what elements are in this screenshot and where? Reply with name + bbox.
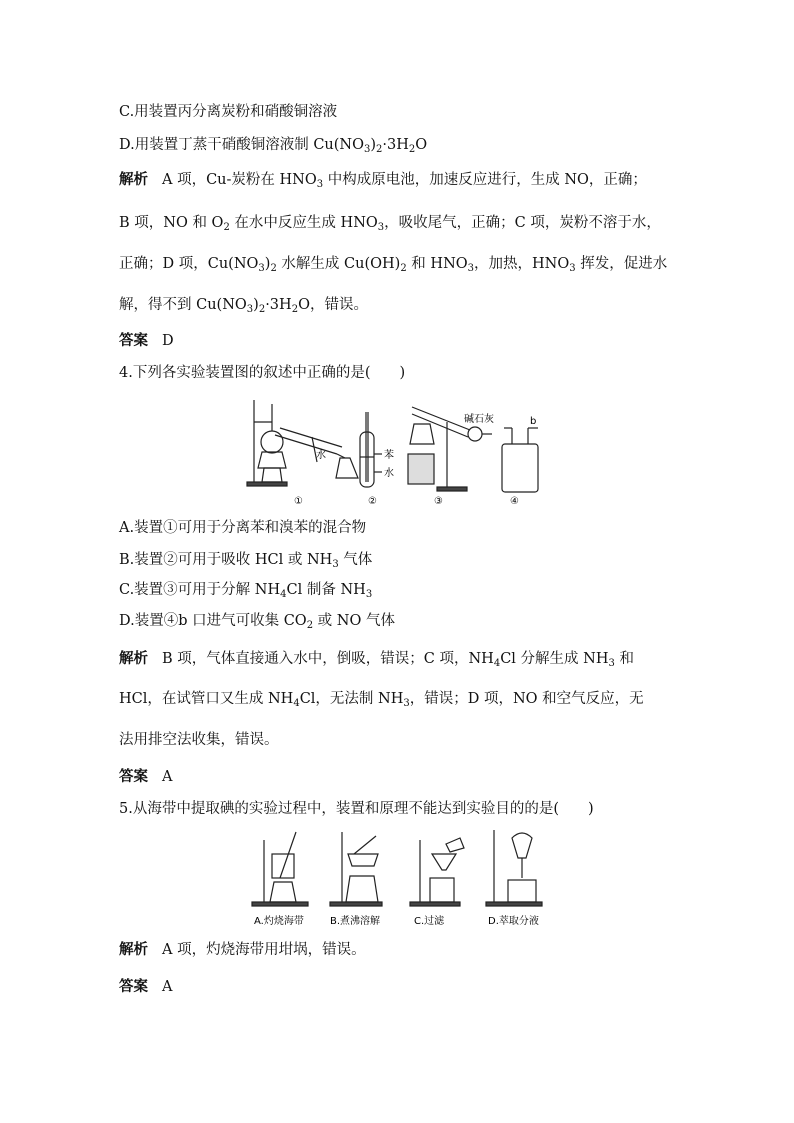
q3-option-d: D.用装置丁蒸干硝酸铜溶液制 $Cu(NO_3)_2\cdot 3H_2O$ [119,137,428,155]
label-benzene: 苯 [384,450,394,461]
fig-label-d: D.萃取分液 [488,916,539,927]
q4-option-d: D.装置④b 口进气可收集 $CO_2$ 或 NO 气体 [119,613,395,631]
label-b: b [530,416,537,427]
beaker-c [430,878,454,902]
condenser [275,435,337,454]
fig-label-3: ③ [434,496,443,507]
q4-option-c: C.装置③可用于分解 $NH_4Cl$ 制备 $NH_3$ [119,582,373,600]
q4-analysis-line-3: 法用排空法收集，错误。 [119,732,279,748]
gas-collecting-bottle [502,444,538,492]
dish-b [348,854,378,866]
fig-label-a: A.灼烧海带 [254,916,304,927]
separatory-funnel-d [512,833,532,858]
stand-base [247,482,287,486]
q3-option-c: C.用装置丙分离炭粉和硝酸铜溶液 [119,104,338,120]
q3-analysis-line-3: 正确；D 项，$Cu(NO_3)_2$ 水解生成 $Cu(OH)_2$ 和 $HNO_3$，加热，$HNO_3$ 挥发，促进水 [119,256,668,274]
q4-option-b: B.装置②可用于吸收 HCl 或 $NH_3$ 气体 [119,552,373,570]
q4-apparatus-figure [242,392,542,510]
analysis-label: 解析 [119,171,148,188]
q4-stem: 4.下列各实验装置图的叙述中正确的是( ) [119,365,406,381]
test-tube [360,432,374,487]
q3-analysis-line-1: 解析 A 项，Cu-炭粉在 $HNO_3$ 中构成原电池，加速反应进行，生成 NO，正确； [119,171,647,190]
analysis-label: 解析 [119,650,148,667]
fig-label-4: ④ [510,496,519,507]
q5-apparatus-drawing [250,826,546,930]
q5-stem: 5.从海带中提取碘的实验过程中，装置和原理不能达到实验目的的是( ) [119,801,594,817]
beaker-a [272,854,294,878]
fig-label-1: ① [294,496,303,507]
receiving-flask [336,458,358,478]
q4-analysis-line-1: 解析 B 项，气体直接通入水中，倒吸，错误；C 项，$NH_4Cl$ 分解生成 $NH_3$ 和 [119,650,634,669]
drying-tube [468,427,482,441]
fig-label-2: ② [368,496,377,507]
q3-analysis-line-2: B 项，NO 和 $O_2$ 在水中反应生成 $HNO_3$，吸收尾气，正确；C 项，炭粉不溶于水， [119,215,661,233]
q4-answer: 答案 A [119,768,173,785]
answer-label: 答案 [119,332,148,349]
q5-answer: 答案 A [119,978,173,995]
answer-label: 答案 [119,978,148,995]
q4-analysis-line-2: HCl，在试管口又生成 $NH_4Cl$，无法制 $NH_3$，错误；D 项，NO 和空气反应，无 [119,691,644,709]
answer-label: 答案 [119,768,148,785]
distilling-flask [261,431,283,453]
funnel-c [432,854,456,870]
label-water-2: 水 [384,468,394,479]
q3-answer: 答案 D [119,332,174,349]
q4-apparatus-drawing [242,392,542,510]
beaker-d [508,880,536,902]
fig-label-b: B.煮沸溶解 [330,916,381,927]
label-water: 水 [316,450,326,461]
analysis-label: 解析 [119,941,148,958]
q3-analysis-line-4: 解，得不到 $Cu(NO_3)_2\cdot 3H_2O$，错误。 [119,297,368,315]
q5-apparatus-figure [250,826,546,930]
fig-label-c: C.过滤 [414,916,445,927]
q4-option-a: A.装置①可用于分离苯和溴苯的混合物 [119,520,367,536]
q5-analysis: 解析 A 项，灼烧海带用坩埚，错误。 [119,941,366,958]
label-soda-lime: 碱石灰 [464,414,494,425]
burner-flame-area [258,452,286,468]
